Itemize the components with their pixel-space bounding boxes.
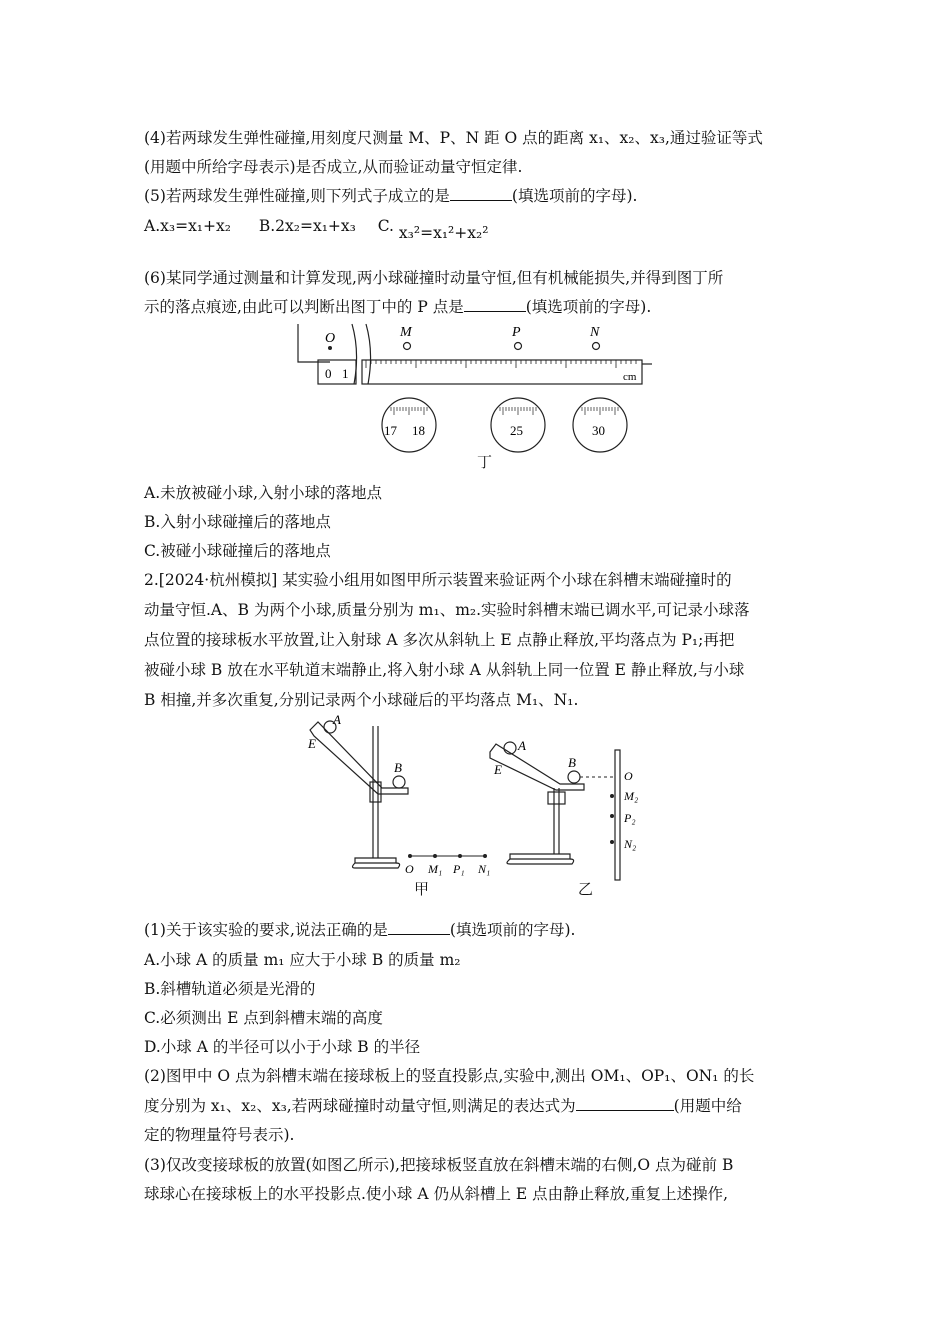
answer-blank[interactable] xyxy=(450,186,512,201)
q2-part2-line2 xyxy=(144,1096,742,1116)
unit-label: cm xyxy=(623,371,637,383)
q1-part6-line1: (6)某同学通过测量和计算发现,两小球碰撞时动量守恒,但有机械能损失,并得到图丁所 xyxy=(144,269,724,287)
circle-reading-25: 25 xyxy=(510,423,523,438)
q2-line5: B 相撞,并多次重复,分别记录两个小球碰后的平均落点 M₁、N₁. xyxy=(144,691,579,709)
q1-part6-option-a: A.未放被碰小球,入射小球的落地点 xyxy=(144,484,383,502)
answer-blank[interactable] xyxy=(464,297,526,312)
figure-jia xyxy=(300,708,500,888)
q2-line3: 点位置的接球板水平放置,让入射球 A 多次从斜轨上 E 点静止释放,平均落点为 P₁;再把 xyxy=(144,631,735,649)
q2-part1-stem-b: (填选项前的字母). xyxy=(449,921,576,939)
q1-part6-option-c: C.被碰小球碰撞后的落地点 xyxy=(144,542,331,560)
q1-part5-stem-b: (填选项前的字母). xyxy=(511,187,638,205)
label-b: B xyxy=(568,755,576,770)
q1-part6-option-b: B.入射小球碰撞后的落地点 xyxy=(144,513,331,531)
board-point-o: O xyxy=(624,769,633,783)
point-label-m: M xyxy=(400,325,412,340)
q2-part3-line1: (3)仅改变接球板的放置(如图乙所示),把接球板竖直放在斜槽末端的右侧,O 点为碰前 B xyxy=(144,1156,734,1174)
figure-jia-caption: 甲 xyxy=(414,880,430,898)
board-point-p2: P₂ xyxy=(624,811,636,825)
option-c-label: C. xyxy=(377,217,394,235)
floor-point-n1: N₁ xyxy=(478,862,491,876)
option-b: B.2x₂=x₁+x₃ xyxy=(258,217,356,235)
figure-ding xyxy=(290,322,660,462)
q1-part4-line2: (用题中所给字母表示)是否成立,从而验证动量守恒定律. xyxy=(144,158,523,176)
board-point-n2: N₂ xyxy=(624,837,637,851)
q2-part1-option-d: D.小球 A 的半径可以小于小球 B 的半径 xyxy=(144,1038,421,1056)
option-a: A.x₃=x₁+x₂ xyxy=(144,217,231,235)
circle-reading-17: 17 xyxy=(384,423,397,438)
label-a: A xyxy=(518,738,526,753)
figure-yi xyxy=(488,730,648,890)
q2-part2-line2-a: 度分别为 x₁、x₂、x₃,若两球碰撞时动量守恒,则满足的表达式为 xyxy=(144,1097,576,1115)
point-label-p: P xyxy=(512,325,521,340)
answer-blank[interactable] xyxy=(388,920,450,935)
q2-part3-line2: 球球心在接球板上的水平投影点.使小球 A 仍从斜槽上 E 点由静止释放,重复上述操作, xyxy=(144,1185,728,1203)
q2-line1: 2.[2024·杭州模拟] 某实验小组用如图甲所示装置来验证两个小球在斜槽末端碰撞时的 xyxy=(144,571,732,589)
q2-part1-stem-a: (1)关于该实验的要求,说法正确的是 xyxy=(144,921,388,939)
label-e: E xyxy=(494,762,502,777)
q2-part1-option-b: B.斜槽轨道必须是光滑的 xyxy=(144,980,316,998)
answer-blank[interactable] xyxy=(576,1096,674,1111)
figure-yi-caption: 乙 xyxy=(578,880,594,898)
circle-reading-30: 30 xyxy=(592,423,605,438)
label-a: A xyxy=(333,712,341,727)
floor-point-p1: P₁ xyxy=(453,862,465,876)
q1-part6-line2 xyxy=(144,297,651,317)
floor-point-o: O xyxy=(405,862,414,876)
q1-part6-line2-b: (填选项前的字母). xyxy=(525,298,652,316)
board-point-m2: M₂ xyxy=(624,789,639,803)
point-label-n: N xyxy=(590,325,600,340)
label-e: E xyxy=(308,736,316,751)
q2-line4: 被碰小球 B 放在水平轨道末端静止,将入射小球 A 从斜轨上同一位置 E 静止释放,与小球 xyxy=(144,661,745,679)
q1-part5-options xyxy=(144,216,489,242)
q2-part1-option-a: A.小球 A 的质量 m₁ 应大于小球 B 的质量 m₂ xyxy=(144,951,461,969)
q2-line2: 动量守恒.A、B 为两个小球,质量分别为 m₁、m₂.实验时斜槽末端已调水平,可记录小球落 xyxy=(144,601,750,619)
scale-number-0: 0 xyxy=(325,366,332,381)
scale-number-1: 1 xyxy=(342,366,349,381)
q1-part5-stem xyxy=(144,186,637,206)
q2-part2-line1: (2)图甲中 O 点为斜槽末端在接球板上的竖直投影点,实验中,测出 OM₁、OP₁、ON₁ 的长 xyxy=(144,1067,755,1085)
point-label-o: O xyxy=(325,331,336,346)
q1-part6-line2-a: 示的落点痕迹,由此可以判断出图丁中的 P 点是 xyxy=(144,298,464,316)
floor-point-m1: M₁ xyxy=(428,862,443,876)
q2-part1-option-c: C.必须测出 E 点到斜槽末端的高度 xyxy=(144,1009,383,1027)
circle-reading-18: 18 xyxy=(412,423,425,438)
figure-ding-caption: 丁 xyxy=(477,453,493,471)
q1-part4-line1: (4)若两球发生弹性碰撞,用刻度尺测量 M、P、N 距 O 点的距离 x₁、x₂、x₃,通过验证等式 xyxy=(144,129,763,147)
option-c-expr: x₃²=x₁²+x₂² xyxy=(398,224,489,242)
label-b: B xyxy=(394,760,402,775)
q2-part2-line2-b: (用题中给 xyxy=(673,1097,742,1115)
q2-part2-line3: 定的物理量符号表示). xyxy=(144,1126,295,1144)
q2-part1-stem xyxy=(144,920,575,940)
q1-part5-stem-a: (5)若两球发生弹性碰撞,则下列式子成立的是 xyxy=(144,187,450,205)
